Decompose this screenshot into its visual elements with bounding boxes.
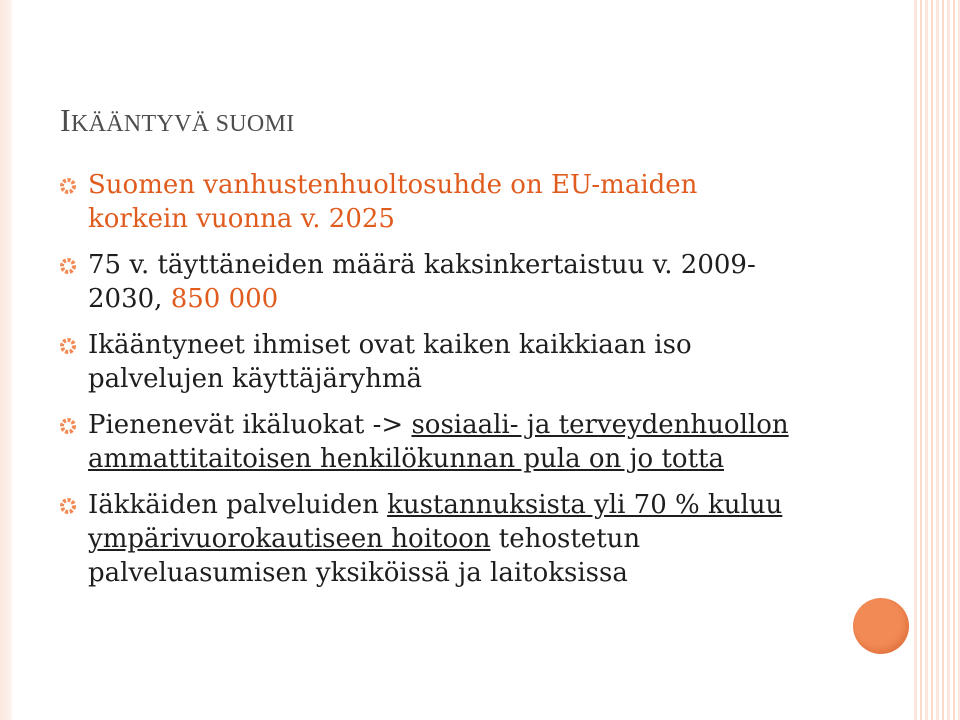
- gear-bullet-icon: [60, 338, 76, 354]
- bullet-item-3: [60, 328, 800, 396]
- bullet-item-4: [60, 408, 800, 476]
- title-rest: KÄÄNTYVÄ SUOMI: [70, 111, 295, 137]
- slide-title: [60, 102, 295, 139]
- gear-bullet-icon: [60, 498, 76, 514]
- gear-bullet-icon: [60, 178, 76, 194]
- bullet-list: [60, 168, 800, 602]
- bullet-item-5: [60, 488, 800, 590]
- bullet-text-1: Suomen vanhustenhuoltosuhde on EU-maiden korkein vuonna v. 2025: [88, 170, 698, 234]
- bullet-text-2a: 75 v. täyttäneiden määrä kaksinkertaistuu v. 2009-2030,: [88, 250, 756, 314]
- bullet-text-4b: sosiaali- ja terveydenhuollon ammattitaitoisen henkilökunnan pula on jo totta: [88, 410, 789, 474]
- right-decorative-stripes: [914, 0, 960, 720]
- bullet-text-5c: tehostetun palveluasumisen yksiköissä ja laitoksissa: [88, 524, 641, 588]
- orange-circle-decoration: [853, 598, 909, 654]
- bullet-text-2b: 850 000: [170, 284, 279, 314]
- bullet-item-1: [60, 168, 800, 236]
- bullet-text-5b: kustannuksista yli 70 % kuluu ympärivuorokautiseen hoitoon: [88, 490, 783, 554]
- bullet-text-4a: Pienenevät ikäluokat ->: [88, 410, 412, 440]
- bullet-text-5a: Iäkkäiden palveluiden: [88, 490, 388, 520]
- bullet-item-2: [60, 248, 800, 316]
- title-first-letter: I: [60, 102, 71, 138]
- gear-bullet-icon: [60, 258, 76, 274]
- bullet-text-3: Ikääntyneet ihmiset ovat kaiken kaikkiaan iso palvelujen käyttäjäryhmä: [88, 330, 692, 394]
- left-decorative-bar: [0, 0, 12, 720]
- gear-bullet-icon: [60, 418, 76, 434]
